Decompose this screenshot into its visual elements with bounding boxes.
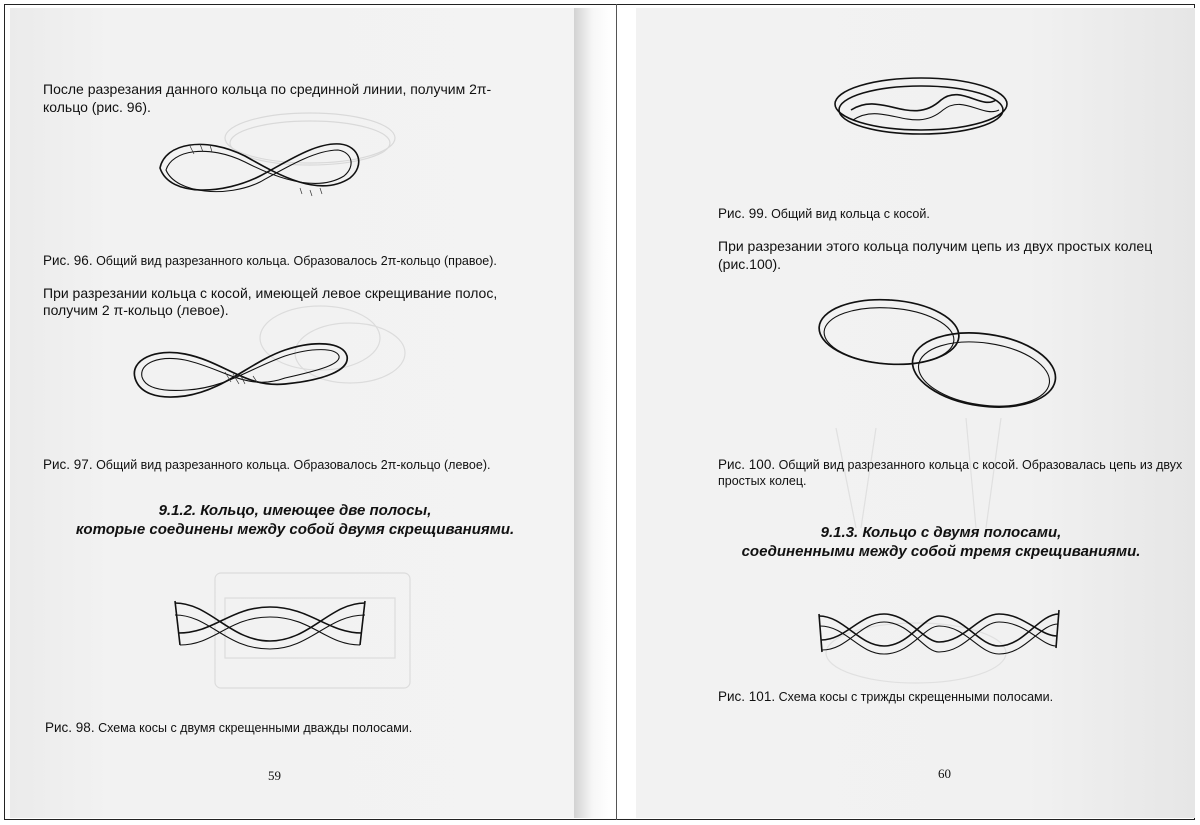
paragraph-line: При разрезании этого кольца получим цепь из двух простых колец bbox=[718, 238, 1153, 254]
section-heading: которые соединены между собой двумя скрещиваниями. bbox=[75, 521, 515, 538]
figure-number: Рис. 99. bbox=[718, 206, 768, 221]
gutter-shadow bbox=[574, 8, 636, 818]
figure-caption-text: Общий вид разрезанного кольца. Образовалось 2π-кольцо (левое). bbox=[96, 458, 491, 472]
paragraph-line: кольцо (рис. 96). bbox=[43, 99, 151, 115]
figure-caption bbox=[718, 457, 1182, 473]
figure-caption-text: Схема косы с трижды скрещенными полосами. bbox=[778, 690, 1054, 704]
figure-number: Рис. 98. bbox=[45, 720, 95, 735]
figure-caption-text: простых колец. bbox=[718, 474, 807, 488]
page-number: 59 bbox=[268, 768, 281, 783]
page-divider bbox=[616, 4, 617, 820]
page-number: 60 bbox=[938, 766, 951, 781]
section-heading: 9.1.3. Кольцо с двумя полосами, bbox=[820, 524, 1062, 541]
figure-97-ring-sketch bbox=[125, 330, 360, 410]
figure-number: Рис. 97. bbox=[43, 457, 93, 472]
figure-caption-text: Общий вид разрезанного кольца. Образовалось 2π-кольцо (правое). bbox=[96, 254, 497, 268]
paragraph-line: получим 2 π-кольцо (левое). bbox=[43, 302, 229, 318]
figure-caption bbox=[43, 253, 497, 269]
paragraph-line: (рис.100). bbox=[718, 256, 782, 272]
figure-99-ring-sketch bbox=[831, 70, 1011, 145]
figure-number: Рис. 100. bbox=[718, 457, 776, 472]
figure-caption bbox=[45, 720, 412, 736]
figure-caption-text: Схема косы с двумя скрещенными дважды полосами. bbox=[98, 721, 413, 735]
figure-101-braid-scheme bbox=[814, 602, 1064, 662]
figure-caption bbox=[718, 206, 930, 222]
figure-number: Рис. 96. bbox=[43, 253, 93, 268]
figure-96-ring-sketch bbox=[150, 128, 370, 208]
figure-100-linked-rings-sketch bbox=[814, 292, 1064, 417]
section-heading: 9.1.2. Кольцо, имеющее две полосы, bbox=[158, 502, 432, 519]
paragraph-line: При разрезании кольца с косой, имеющей левое скрещивание полос, bbox=[43, 285, 498, 301]
figure-caption-text: Общий вид кольца с косой. bbox=[771, 207, 930, 221]
paragraph-line: После разрезания данного кольца по срединной линии, получим 2π- bbox=[43, 81, 492, 97]
figure-98-braid-scheme bbox=[170, 593, 370, 653]
left-page bbox=[10, 8, 574, 818]
right-page bbox=[636, 8, 1195, 818]
figure-caption bbox=[43, 457, 490, 473]
figure-caption-text: Общий вид разрезанного кольца с косой. Образовалась цепь из двух bbox=[778, 458, 1183, 472]
section-heading: соединенными между собой тремя скрещиваниями. bbox=[741, 543, 1141, 560]
figure-number: Рис. 101. bbox=[718, 689, 776, 704]
figure-caption bbox=[718, 689, 1053, 705]
